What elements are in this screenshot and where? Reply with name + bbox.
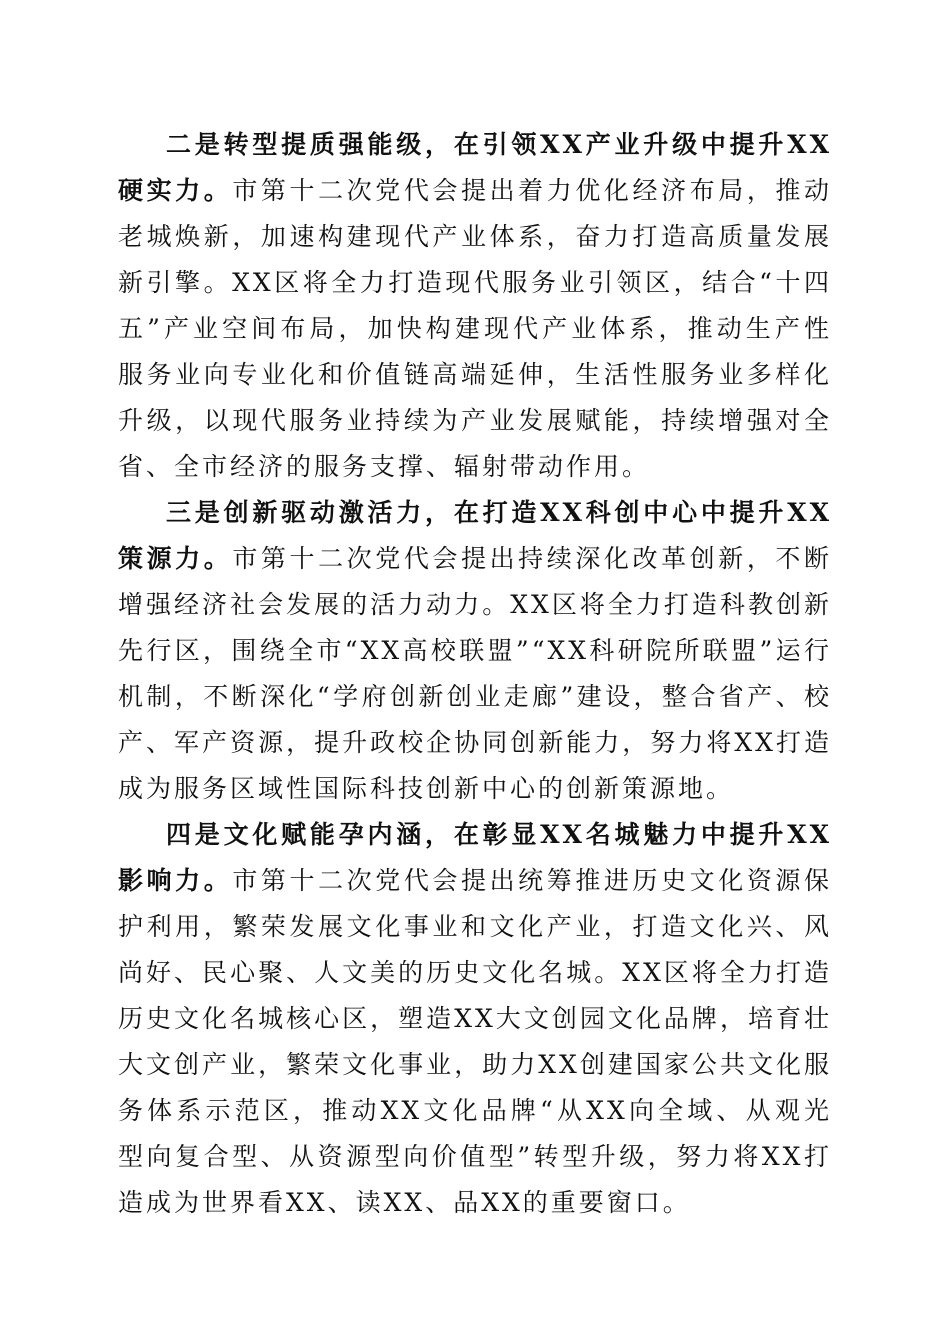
paragraph-transformation [118,122,832,490]
paragraph-body: 市第十二次党代会提出统筹推进历史文化资源保护利用，繁荣发展文化事业和文化产业，打造文化兴、风尚好、民心聚、人文美的历史文化名城。XX区将全力打造历史文化名城核心区，塑造XX大文创园文化品牌，培育壮大文创产业，繁荣文化事业，助力XX创建国家公共文化服务体系示范区，推动XX文化品牌“从XX向全域、从观光型向复合型、从资源型向价值型”转型升级，努力将XX打造成为世界看XX、读XX、品XX的重要窗口。 [118,866,832,1217]
paragraph-lead: 二是转型提质强能级，在引领XX产业升级中提升XX硬实力。 [118,130,832,205]
paragraph-culture [118,812,832,1226]
paragraph-lead: 四是文化赋能孕内涵，在彰显XX名城魅力中提升XX影响力。 [118,820,832,895]
paragraph-body: 市第十二次党代会提出着力优化经济布局，推动老城焕新，加速构建现代产业体系，奋力打造高质量发展新引擎。XX区将全力打造现代服务业引领区，结合“十四五”产业空间布局，加快构建现代产业体系，推动生产性服务业向专业化和价值链高端延伸，生活性服务业多样化升级，以现代服务业持续为产业发展赋能，持续增强对全省、全市经济的服务支撑、辐射带动作用。 [118,176,832,481]
paragraph-lead: 三是创新驱动激活力，在打造XX科创中心中提升XX策源力。 [118,498,832,573]
paragraph-innovation [118,490,832,812]
paragraph-body: 市第十二次党代会提出持续深化改革创新，不断增强经济社会发展的活力动力。XX区将全力打造科教创新先行区，围绕全市“XX高校联盟”“XX科研院所联盟”运行机制，不断深化“学府创新创业走廊”建设，整合省产、校产、军产资源，提升政校企协同创新能力，努力将XX打造成为服务区域性国际科技创新中心的创新策源地。 [118,544,832,803]
